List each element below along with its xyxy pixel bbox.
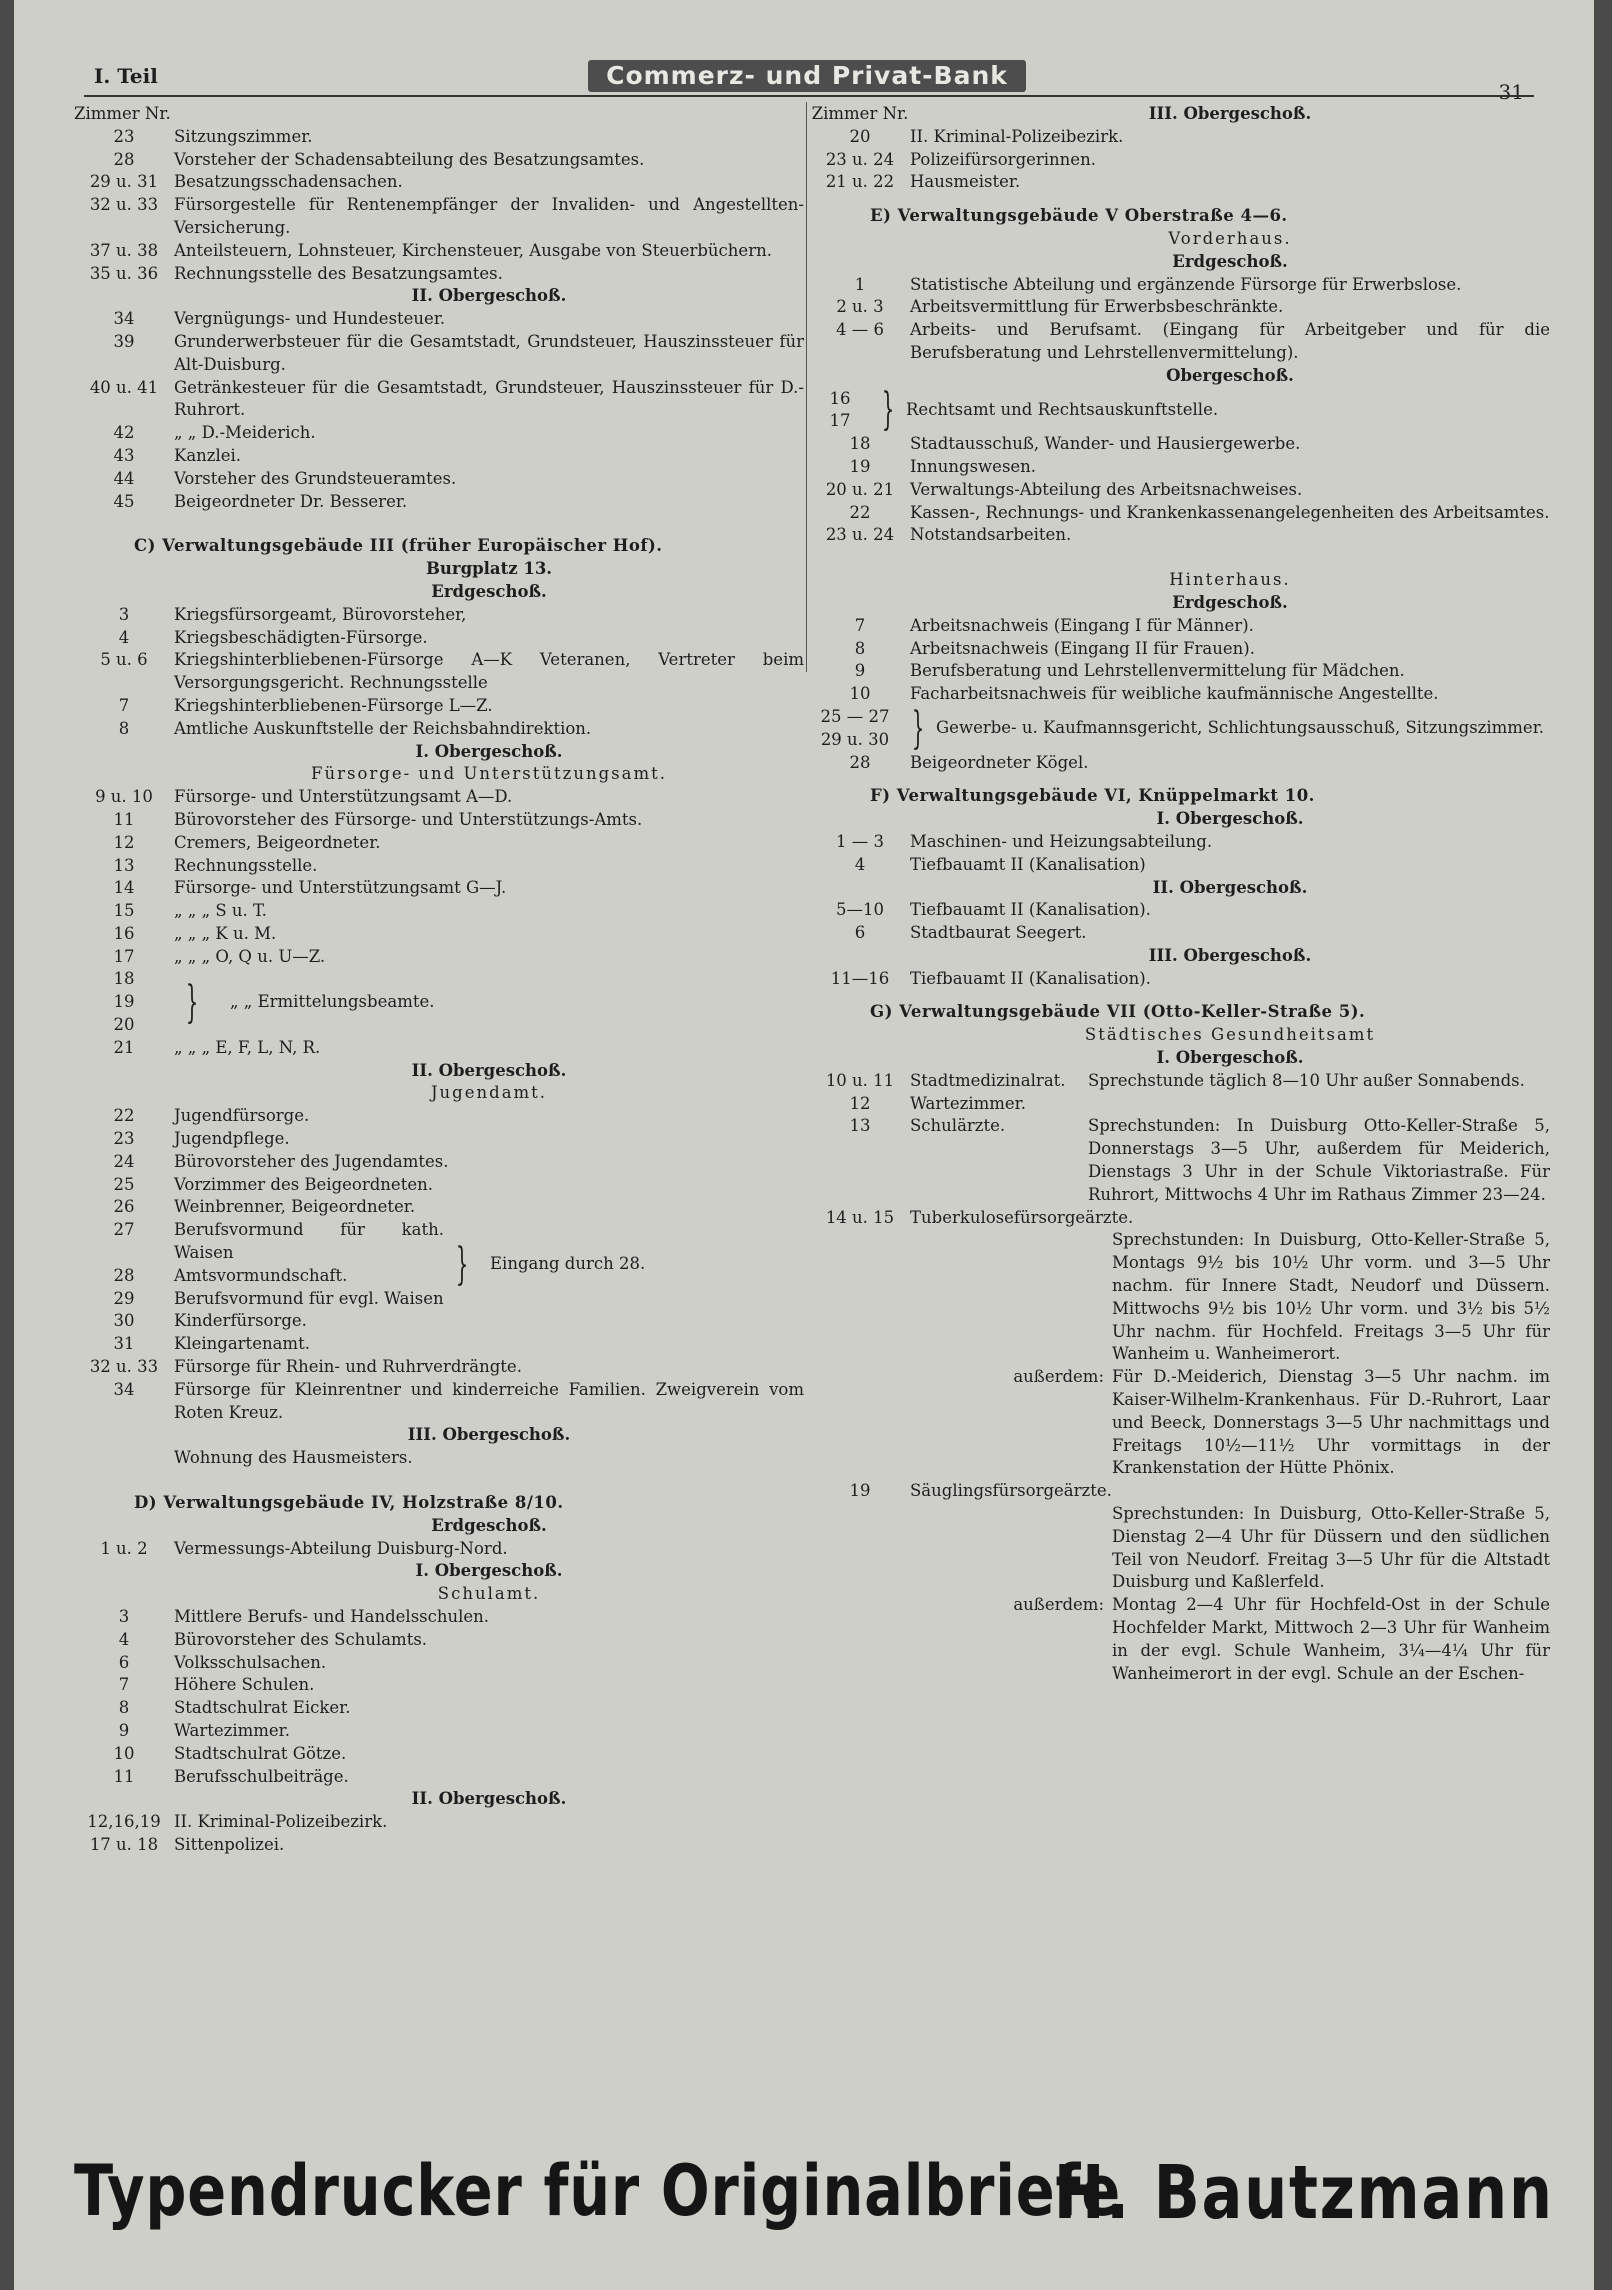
room-number: 1 u. 2 — [100, 1538, 148, 1558]
brace: } — [185, 976, 199, 1028]
room-number: 8 — [854, 638, 866, 658]
room-description: Tiefbauamt II (Kanalisation). — [910, 900, 1151, 920]
room-entry — [810, 456, 1550, 479]
room-entry — [74, 126, 804, 149]
room-entry — [74, 809, 804, 832]
room-number: 4 — [118, 627, 130, 647]
room-description: Grunderwerbsteuer für die Gesamtstadt, Grundsteuer, Hauszinssteuer für Alt-Duisburg. — [174, 331, 804, 374]
room-description: Volksschulsachen. — [174, 1652, 327, 1672]
floor-heading: Erdgeschoß. — [431, 581, 547, 601]
room-description: Hausmeister. — [910, 172, 1021, 192]
floor-heading: I. Obergeschoß. — [1156, 1048, 1304, 1068]
zimmer-heading: Zimmer Nr. — [74, 104, 171, 123]
room-number: 11—16 — [830, 968, 890, 988]
room-description: Facharbeitsnachweis für weibliche kaufmännische Angestellte. — [910, 684, 1439, 704]
room-number: 7 — [118, 695, 130, 715]
room-description: Arbeitsvermittlung für Erwerbsbeschränkte. — [910, 297, 1284, 317]
room-description: Innungswesen. — [910, 456, 1037, 476]
room-number: 45 — [113, 491, 135, 511]
room-description: Rechnungsstelle. — [174, 855, 318, 875]
room-description: Bürovorsteher des Schulamts. — [174, 1629, 428, 1649]
room-number: 25 — [113, 1174, 135, 1194]
floor-heading: Erdgeschoß. — [1172, 251, 1288, 271]
room-description: Cremers, Beigeordneter. — [174, 832, 381, 852]
room-number: 15 — [113, 901, 135, 921]
room-entry — [74, 1674, 804, 1697]
room-entry — [74, 1219, 444, 1265]
room-number: 23 u. 24 — [825, 525, 895, 545]
header-rule — [84, 95, 1534, 97]
room-entry — [74, 832, 804, 855]
ad-slogan: Typendrucker für Originalbriefe — [74, 2150, 1122, 2232]
bracket-group — [810, 702, 1550, 754]
floor-heading: II. Obergeschoß. — [411, 1789, 567, 1809]
room-entry — [74, 649, 804, 695]
room-entry — [74, 877, 804, 900]
consultation-note: Sprechstunden: In Duisburg, Otto-Keller-Straße 5, Dienstag 2—4 Uhr für Düssern und den südlichen Teil von Neudorf. Freitag 3—5 Uhr für die Altstadt Duisburg und Kaßlerfeld. — [1112, 1504, 1550, 1592]
room-description: Kleingartenamt. — [174, 1334, 310, 1354]
room-description: Getränkesteuer für die Gesamtstadt, Grundsteuer, Hauszinssteuer für D.-Ruhrort. — [174, 377, 804, 420]
room-number: 20 u. 21 — [825, 479, 895, 499]
room-description: Vorsteher des Grundsteueramtes. — [174, 468, 457, 488]
room-description: Tiefbauamt II (Kanalisation). — [910, 968, 1151, 988]
room-number: 17 — [113, 946, 135, 966]
brace: } — [881, 384, 895, 436]
room-entry — [810, 968, 1550, 991]
room-description: Vorsteher der Schadensabteilung des Besatzungsamtes. — [174, 149, 645, 169]
room-description: Fürsorge- und Unterstützungsamt G—J. — [174, 878, 507, 898]
health-row: 10 u. 11 Stadtmedizinalrat. Sprechstunde täglich 8—10 Uhr außer Sonnabends. — [825, 1070, 1525, 1090]
room-description: „ „ „ O, Q u. U—Z. — [174, 946, 326, 966]
room-description: Kriegsbeschädigten-Fürsorge. — [174, 627, 428, 647]
room-entry — [74, 445, 804, 468]
room-entry — [810, 433, 1550, 456]
room-number: 9 — [854, 661, 866, 681]
room-number: 23 u. 24 — [825, 149, 895, 169]
room-description: Anteilsteuern, Lohnsteuer, Kirchensteuer, Ausgabe von Steuerbüchern. — [174, 240, 772, 260]
room-entry — [74, 855, 804, 878]
room-entry — [74, 1037, 804, 1060]
bracket-group — [74, 968, 804, 1036]
room-description: Kanzlei. — [174, 445, 242, 465]
room-number: 5 u. 6 — [100, 650, 148, 670]
room-description: Sittenpolizei. — [174, 1834, 285, 1854]
room-description: Fürsorgestelle für Rentenempfänger der Invaliden- und Angestellten-Versicherung. — [174, 195, 804, 237]
floor-heading: I. Obergeschoß. — [415, 741, 563, 761]
room-number: 5—10 — [836, 900, 884, 920]
room-number: 9 — [118, 1720, 130, 1740]
room-number: 32 u. 33 — [89, 1357, 159, 1377]
room-entry — [74, 422, 804, 445]
room-entry — [74, 1379, 804, 1425]
room-description: II. Kriminal-Polizeibezirk. — [910, 126, 1124, 146]
room-number: 24 — [113, 1151, 135, 1171]
floor-heading: Erdgeschoß. — [1172, 592, 1288, 612]
room-description: Vorzimmer des Beigeordneten. — [174, 1174, 433, 1194]
room-description: Notstandsarbeiten. — [910, 525, 1072, 545]
room-description: Bürovorsteher des Jugendamtes. — [174, 1151, 449, 1171]
floor-heading: Erdgeschoß. — [431, 1515, 547, 1535]
room-description: Kassen-, Rechnungs- und Krankenkassenangelegenheiten des Arbeitsamtes. — [910, 502, 1550, 522]
room-description: Bürovorsteher des Fürsorge- und Unterstützungs-Amts. — [174, 809, 643, 829]
room-number: 11 — [113, 809, 135, 829]
room-entry — [74, 1288, 444, 1311]
section-heading: G) Verwaltungsgebäude VII (Otto-Keller-Straße 5). — [870, 1002, 1366, 1022]
room-entry — [74, 1652, 804, 1675]
room-number: 6 — [854, 923, 866, 943]
room-description: Berufsberatung und Lehrstellenvermittelung für Mädchen. — [910, 661, 1405, 681]
room-number: 20 — [113, 1015, 135, 1035]
room-number: 31 — [113, 1334, 135, 1354]
room-entry — [74, 1265, 444, 1288]
room-description: Höhere Schulen. — [174, 1675, 315, 1695]
health-row: außerdem: Für D.-Meiderich, Dienstag 3—5 Uhr nachm. im Kaiser-Wilhelm-Krankenhaus. Für D.-Ruhrort, Laar und Beeck, Donnerstags 3—5 Uhr nachmittags und Freitags 10½—11½ Uhr vormittags in der Krankenstation der Hütte Phönix. — [1013, 1367, 1550, 1478]
room-number: 11 — [113, 1766, 135, 1786]
room-number: 12,16,19 — [87, 1812, 161, 1832]
room-number: 7 — [118, 1675, 130, 1695]
room-number: 29 — [113, 1288, 135, 1308]
room-entry — [810, 615, 1550, 638]
room-description: Kriegshinterbliebenen-Fürsorge A—K Veteranen, Vertreter beim Versorgungsgericht. Rechnungsstelle — [174, 650, 804, 693]
floor-heading: II. Obergeschoß. — [1152, 877, 1308, 897]
room-description: Jugendpflege. — [174, 1129, 290, 1149]
room-number: 28 — [849, 752, 871, 772]
brace: } — [455, 1238, 469, 1290]
room-number: 10 — [849, 684, 871, 704]
room-entry — [74, 1333, 804, 1356]
room-number: 3 — [118, 1607, 130, 1626]
floor-heading: II. Obergeschoß. — [411, 286, 567, 306]
room-number: 39 — [113, 331, 135, 351]
room-description: Arbeitsnachweis (Eingang I für Männer). — [910, 615, 1254, 635]
room-entry — [74, 1196, 804, 1219]
floor-heading: II. Obergeschoß. — [411, 1060, 567, 1080]
office-heading: Städtisches Gesundheitsamt — [1084, 1025, 1376, 1045]
room-number: 8 — [118, 1698, 130, 1718]
room-description: Berufsvormund für evgl. Waisen — [174, 1288, 444, 1308]
room-entry — [74, 786, 804, 809]
bracket-group — [810, 384, 1550, 436]
section-address: Burgplatz 13. — [425, 559, 553, 579]
room-number: 13 — [113, 855, 135, 875]
room-description: Maschinen- und Heizungsabteilung. — [910, 831, 1213, 851]
room-number: 4 — 6 — [836, 320, 884, 340]
room-entry — [74, 1174, 804, 1197]
room-number: 19 — [113, 992, 135, 1012]
room-description: Kriegsfürsorgeamt, Bürovorsteher, — [174, 604, 467, 624]
room-description: „ „ „ S u. T. — [174, 901, 267, 921]
room-entry — [74, 331, 804, 377]
room-description: Stadtschulrat Götze. — [174, 1743, 347, 1763]
room-entry — [74, 1356, 804, 1379]
bank-banner: Commerz- und Privat-Bank — [588, 60, 1026, 92]
room-description: Beigeordneter Kögel. — [910, 752, 1089, 772]
room-number: 9 u. 10 — [95, 787, 153, 807]
room-number: 7 — [854, 615, 866, 635]
room-description: „ „ „ K u. M. — [174, 923, 277, 943]
room-entry — [74, 1538, 804, 1561]
room-entry — [74, 240, 804, 263]
room-entry — [74, 1310, 804, 1333]
room-description: II. Kriminal-Polizeibezirk. — [174, 1812, 388, 1832]
room-number: 2 u. 3 — [836, 297, 884, 317]
room-number: 12 — [113, 832, 135, 852]
room-entry — [74, 1606, 804, 1629]
room-number: 21 u. 22 — [825, 172, 895, 192]
room-number: 18 — [849, 434, 871, 454]
room-entry — [74, 627, 804, 650]
room-number: 21 — [113, 1037, 135, 1057]
room-number: 43 — [113, 445, 135, 465]
part-label: I. Teil — [94, 64, 158, 88]
room-description: Jugendfürsorge. — [174, 1106, 310, 1126]
room-number: 35 u. 36 — [89, 263, 159, 283]
room-entry — [810, 171, 1550, 194]
building-part: Vorderhaus. — [1168, 228, 1292, 248]
health-row: 14 u. 15 Tuberkulosefürsorgeärzte. — [825, 1207, 1134, 1227]
room-number: 29 u. 31 — [89, 172, 159, 192]
room-number: 25 — 27 — [820, 706, 890, 726]
room-description: Berufsschulbeiträge. — [174, 1766, 349, 1786]
room-entry — [74, 1811, 804, 1834]
room-entry — [810, 899, 1550, 922]
room-description: Fürsorge für Kleinrentner und kinderreiche Familien. Zweigverein vom Roten Kreuz. — [174, 1379, 804, 1422]
room-number: 30 — [113, 1311, 135, 1331]
room-description: Verwaltungs-Abteilung des Arbeitsnachweises. — [910, 479, 1303, 499]
room-entry — [810, 922, 1550, 945]
floor-heading: III. Obergeschoß. — [1148, 945, 1312, 965]
room-description: Arbeits- und Berufsamt. (Eingang für Arbeitgeber und für die Berufsberatung und Lehrstellenvermittelung). — [910, 320, 1550, 362]
room-number: 22 — [113, 1106, 135, 1126]
room-number: 26 — [113, 1197, 135, 1217]
room-entry — [74, 1697, 804, 1720]
room-entry — [810, 752, 1550, 775]
room-entry — [74, 1766, 804, 1789]
room-number: 17 u. 18 — [89, 1834, 159, 1854]
room-entry — [74, 1834, 804, 1857]
room-description: Fürsorge- und Unterstützungsamt A—D. — [174, 787, 513, 807]
room-entry — [810, 660, 1550, 683]
room-number: 20 — [849, 126, 871, 146]
room-number: 23 — [113, 1129, 135, 1149]
room-number: 14 — [113, 878, 135, 898]
room-number: 6 — [118, 1652, 130, 1672]
column-divider — [806, 102, 807, 672]
room-entry — [74, 149, 804, 172]
floor-heading: I. Obergeschoß. — [415, 1561, 563, 1581]
room-number: 28 — [113, 1265, 135, 1285]
room-entry — [810, 502, 1550, 525]
room-description: Tiefbauamt II (Kanalisation) — [910, 854, 1146, 874]
floor-heading: III. Obergeschoß. — [407, 1425, 571, 1445]
room-number: 32 u. 33 — [89, 195, 159, 215]
bracket-text: Gewerbe- u. Kaufmannsgericht, Schlichtungsausschuß, Sitzungszimmer. — [936, 718, 1545, 738]
floor-heading: Obergeschoß. — [1166, 365, 1294, 385]
room-description: Polizeifürsorgerinnen. — [910, 149, 1096, 169]
bracket-text: „ „ Ermittelungsbeamte. — [230, 992, 435, 1012]
room-entry — [810, 638, 1550, 661]
entry-text: Wohnung des Hausmeisters. — [174, 1448, 413, 1468]
room-entry — [74, 194, 804, 240]
brace: } — [911, 702, 925, 754]
room-description: Vergnügungs- und Hundesteuer. — [174, 309, 446, 329]
room-number: 34 — [113, 309, 135, 329]
room-entry — [74, 1105, 804, 1128]
room-number: 28 — [113, 149, 135, 169]
room-entry — [810, 296, 1550, 319]
room-entry — [810, 831, 1550, 854]
room-description: Kriegshinterbliebenen-Fürsorge L—Z. — [174, 695, 493, 715]
room-number: 29 u. 30 — [820, 729, 890, 749]
bracket-text: Rechtsamt und Rechtsauskunftstelle. — [906, 399, 1219, 419]
document-page — [14, 0, 1594, 2290]
room-entry — [74, 468, 804, 491]
room-entry — [74, 263, 804, 286]
room-description: Stadtausschuß, Wander- und Hausiergewerbe. — [910, 434, 1301, 454]
room-description: Amtsvormundschaft. — [174, 1265, 348, 1285]
room-entry — [74, 1128, 804, 1151]
room-description: „ „ „ E, F, L, N, R. — [174, 1037, 321, 1057]
room-number: 16 — [113, 923, 135, 943]
room-description: Besatzungsschadensachen. — [174, 172, 403, 192]
room-entry — [74, 946, 804, 969]
ad-company: H. Bautzmann — [1054, 2150, 1554, 2236]
room-description: Stadtschulrat Eicker. — [174, 1698, 351, 1718]
room-entry — [74, 900, 804, 923]
bracket-text: Eingang durch 28. — [490, 1254, 646, 1274]
building-part: Hinterhaus. — [1169, 570, 1291, 590]
room-number: 42 — [113, 423, 135, 443]
room-number: 23 — [113, 126, 135, 146]
section-heading: D) Verwaltungsgebäude IV, Holzstraße 8/10. — [134, 1493, 564, 1513]
room-entry — [810, 274, 1550, 297]
room-entry — [74, 491, 804, 514]
room-entry — [74, 604, 804, 627]
section-heading: E) Verwaltungsgebäude V Oberstraße 4—6. — [870, 206, 1288, 226]
section-heading: F) Verwaltungsgebäude VI, Knüppelmarkt 10. — [870, 786, 1315, 806]
right-column — [810, 103, 1550, 1685]
room-number: 17 — [829, 411, 851, 431]
room-entry — [74, 718, 804, 741]
room-number: 8 — [118, 718, 130, 738]
room-number: 40 u. 41 — [89, 377, 159, 397]
office-heading: Schulamt. — [437, 1584, 541, 1604]
room-description: Weinbrenner, Beigeordneter. — [174, 1197, 416, 1217]
room-number: 37 u. 38 — [89, 240, 159, 260]
office-heading: Fürsorge- und Unterstützungsamt. — [311, 764, 667, 784]
room-description: Stadtbaurat Seegert. — [910, 923, 1087, 943]
room-entry — [810, 149, 1550, 172]
consultation-note: Sprechstunden: In Duisburg, Otto-Keller-Straße 5, Montags 9½ bis 10½ Uhr vorm. und 3—5 Uhr nachm. für Innere Stadt, Neudorf und Düssern. Mittwochs 9½ bis 10½ Uhr vorm. und 3½ bis 5½ Uhr nachm. für Hochfeld. Freitags 3—5 Uhr für Wanheim u. Wanheimerort. — [1112, 1230, 1550, 1364]
room-entry — [810, 126, 1550, 149]
advertisement — [74, 2150, 1554, 2280]
room-description: Arbeitsnachweis (Eingang II für Frauen). — [910, 638, 1255, 658]
page-number: 31 — [1498, 80, 1524, 104]
room-entry — [74, 1743, 804, 1766]
room-number: 4 — [118, 1629, 130, 1649]
room-number: 1 — [854, 274, 866, 294]
room-entry — [74, 1151, 804, 1174]
room-description: Beigeordneter Dr. Besserer. — [174, 491, 408, 511]
room-number: 1 — 3 — [836, 831, 884, 851]
room-entry — [74, 171, 804, 194]
bracket-group — [74, 1219, 804, 1310]
room-description: Kinderfürsorge. — [174, 1311, 307, 1331]
room-entry — [74, 923, 804, 946]
room-entry — [810, 319, 1550, 365]
room-number: 27 — [113, 1220, 135, 1240]
room-number: 18 — [113, 969, 135, 989]
room-number: 34 — [113, 1379, 135, 1399]
floor-heading: I. Obergeschoß. — [1156, 809, 1304, 829]
room-number: 16 — [829, 388, 851, 408]
room-number: 22 — [849, 502, 871, 522]
health-row: 12 Wartezimmer. — [849, 1093, 1026, 1113]
room-number: 10 — [113, 1743, 135, 1763]
room-description: Vermessungs-Abteilung Duisburg-Nord. — [174, 1538, 508, 1558]
health-row: 13 Schulärzte. Sprechstunden: In Duisburg Otto-Keller-Straße 5, Donnerstags 3—5 Uhr, außerdem für Meiderich, Dienstags 3 Uhr in der Schule Viktoriastraße. Für Ruhrort, Mittwochs 4 Uhr im Rathaus Zimmer 23—24. — [849, 1116, 1550, 1204]
room-description: Fürsorge für Rhein- und Ruhrverdrängte. — [174, 1357, 522, 1377]
room-description: Sitzungszimmer. — [174, 126, 313, 146]
section-heading: C) Verwaltungsgebäude III (früher Europäischer Hof). — [134, 536, 663, 556]
room-description: „ „ D.-Meiderich. — [174, 423, 316, 443]
health-row: außerdem: Montag 2—4 Uhr für Hochfeld-Ost in der Schule Hochfelder Markt, Mittwoch 2—3 Uhr für Wanheim in der evgl. Schule Wanheim, 3¼—4¼ Uhr für Wanheimerort in der evgl. Schule an der Eschen- — [1013, 1595, 1550, 1683]
room-entry — [74, 308, 804, 331]
room-description: Wartezimmer. — [174, 1720, 290, 1740]
room-description: Mittlere Berufs- und Handelsschulen. — [174, 1607, 490, 1626]
room-entry — [810, 479, 1550, 502]
floor-heading: III. Obergeschoß. — [1148, 104, 1312, 123]
room-entry — [810, 524, 1550, 547]
room-description: Rechnungsstelle des Besatzungsamtes. — [174, 263, 503, 283]
office-heading: Jugendamt. — [430, 1083, 548, 1103]
room-number: 4 — [854, 854, 866, 874]
room-entry — [74, 377, 804, 423]
room-description: Statistische Abteilung und ergänzende Fürsorge für Erwerbslose. — [910, 274, 1462, 294]
room-entry — [810, 854, 1550, 877]
room-number: 3 — [118, 604, 130, 624]
room-description: Amtliche Auskunftstelle der Reichsbahndirektion. — [174, 718, 592, 738]
left-column — [74, 103, 804, 1857]
room-entry — [74, 695, 804, 718]
room-entry — [74, 1720, 804, 1743]
room-number: 19 — [849, 456, 871, 476]
room-entry — [74, 1629, 804, 1652]
health-row: 19 Säuglingsfürsorgeärzte. — [849, 1481, 1112, 1501]
room-number: 44 — [113, 468, 135, 488]
zimmer-heading: Zimmer Nr. — [811, 104, 909, 123]
room-description: Berufsvormund für kath. Waisen — [174, 1220, 444, 1263]
